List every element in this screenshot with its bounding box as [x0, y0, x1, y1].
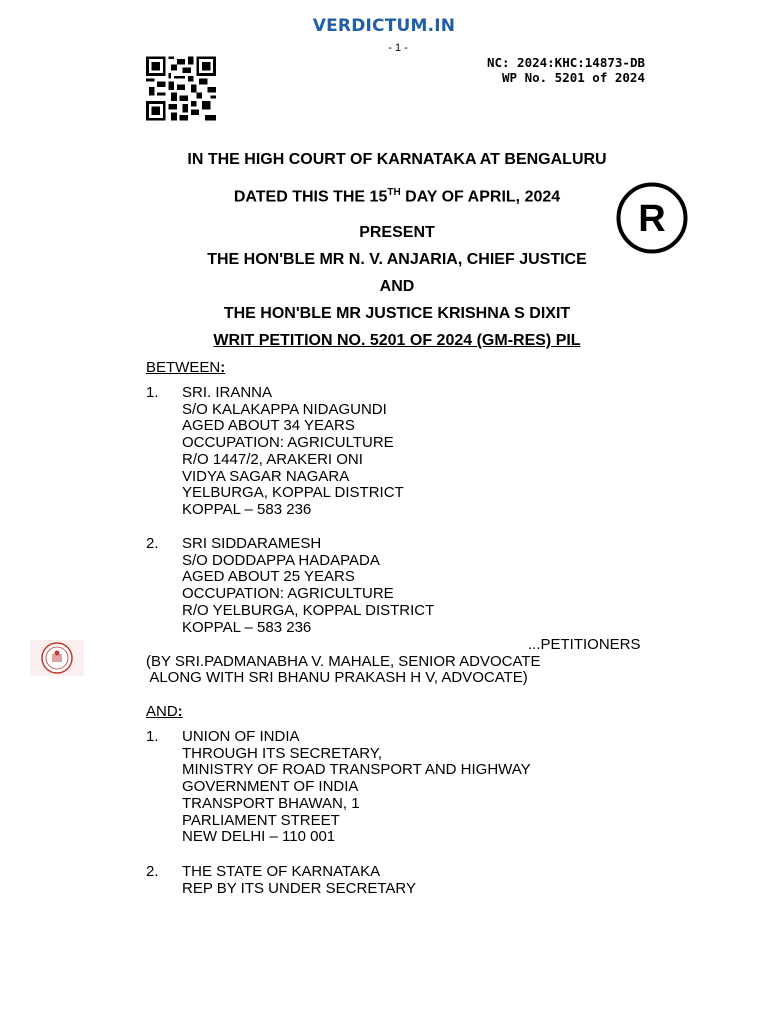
wp-number: WP No. 5201 of 2024 — [502, 70, 645, 85]
address-line: KOPPAL – 583 236 — [182, 618, 312, 636]
registered-mark-letter: R — [638, 198, 666, 240]
dated-superscript: TH — [387, 187, 401, 198]
judge-1: THE HON'BLE MR N. V. ANJARIA, CHIEF JUSTICE — [207, 251, 587, 268]
address-line: AGED ABOUT 34 YEARS — [182, 417, 355, 435]
address-line: OCCUPATION: AGRICULTURE — [182, 585, 394, 603]
address-line: THE STATE OF KARNATAKA — [182, 863, 381, 880]
site-brand: VERDICTUM.IN — [312, 16, 456, 36]
page-number: - 1 - — [388, 42, 408, 54]
address-line: R/O YELBURGA, KOPPAL DISTRICT — [182, 601, 435, 619]
address-line: AGED ABOUT 25 YEARS — [182, 568, 355, 586]
petitioner-2-number: 2. — [146, 535, 159, 552]
case-reference — [487, 55, 645, 85]
address-line: MINISTRY OF ROAD TRANSPORT AND HIGHWAY — [182, 761, 531, 779]
address-line: KOPPAL – 583 236 — [182, 500, 312, 518]
and-colon: : — [177, 703, 183, 720]
present-heading: PRESENT — [359, 224, 435, 241]
qr-code-icon — [146, 56, 216, 121]
address-line: S/O DODDAPPA HADAPADA — [182, 551, 380, 569]
counsel-line-1: (BY SRI.PADMANABHA V. MAHALE, SENIOR ADVOCATE — [146, 653, 541, 670]
address-line: OCCUPATION: AGRICULTURE — [182, 434, 394, 452]
dated-month: DAY OF APRIL, 2024 — [400, 188, 561, 206]
petitioners-label: ...PETITIONERS — [528, 636, 641, 653]
address-line: R/O 1447/2, ARAKERI ONI — [182, 450, 363, 468]
address-line: THROUGH ITS SECRETARY, — [182, 744, 383, 762]
judge-2: THE HON'BLE MR JUSTICE KRISHNA S DIXIT — [223, 305, 571, 322]
address-line: NEW DELHI – 110 001 — [182, 828, 336, 846]
address-line: UNION OF INDIA — [182, 728, 300, 745]
dated-text: DATED THIS THE 15 — [233, 188, 388, 206]
petition-title: WRIT PETITION NO. 5201 OF 2024 (GM-RES) PIL — [213, 332, 581, 349]
high-court-seal-icon — [30, 640, 84, 676]
between-label — [146, 360, 225, 377]
petitioner-1-block — [182, 385, 404, 519]
neutral-citation: NC: 2024:KHC:14873-DB — [486, 55, 645, 70]
respondent-2-block — [182, 864, 416, 897]
respondent-1-number: 1. — [146, 728, 159, 745]
address-line: SRI. IRANNA — [182, 384, 273, 401]
respondent-1-block — [182, 729, 531, 846]
address-line: GOVERNMENT OF INDIA — [182, 778, 359, 796]
between-colon: : — [220, 359, 226, 376]
and-label — [146, 704, 183, 721]
and-heading: AND — [379, 278, 415, 295]
and-text: AND — [146, 703, 178, 720]
counsel-line-2: ALONG WITH SRI BHANU PRAKASH H V, ADVOCATE) — [146, 669, 528, 686]
between-text: BETWEEN — [146, 359, 221, 376]
respondent-2-number: 2. — [146, 863, 159, 880]
petitioner-2-block — [182, 536, 434, 636]
address-line: SRI SIDDARAMESH — [182, 535, 322, 552]
address-line: TRANSPORT BHAWAN, 1 — [182, 794, 360, 812]
address-line: S/O KALAKAPPA NIDAGUNDI — [182, 400, 387, 418]
dated-line — [0, 187, 768, 206]
address-line: YELBURGA, KOPPAL DISTRICT — [182, 484, 404, 502]
petitioner-1-number: 1. — [146, 384, 159, 401]
address-line: PARLIAMENT STREET — [182, 811, 340, 829]
address-line: VIDYA SAGAR NAGARA — [182, 467, 350, 485]
address-line: REP BY ITS UNDER SECRETARY — [182, 879, 416, 897]
court-name: IN THE HIGH COURT OF KARNATAKA AT BENGALURU — [187, 151, 607, 168]
